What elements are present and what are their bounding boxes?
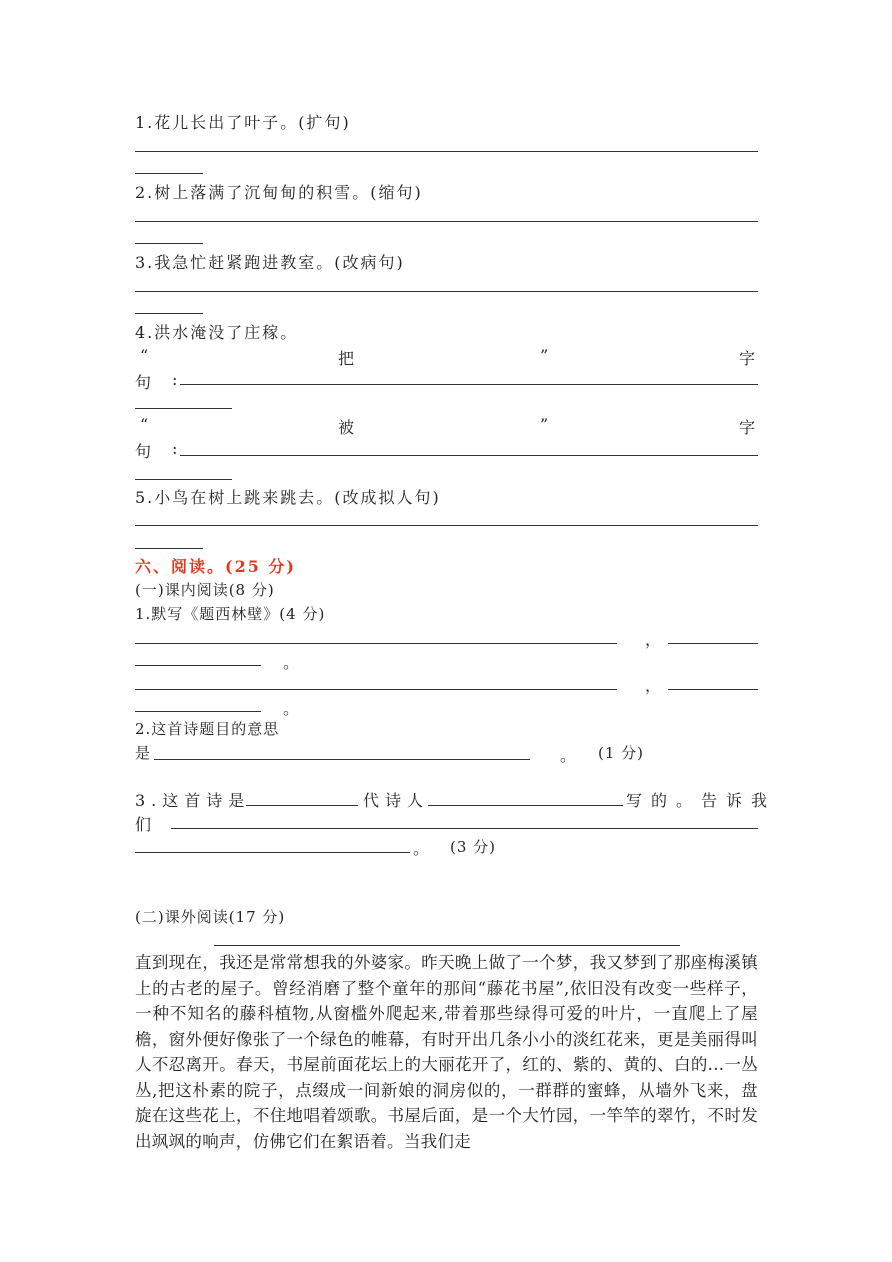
period: 。 [560, 746, 579, 765]
bei-word: 被 [338, 418, 357, 437]
answer-line[interactable] [135, 711, 261, 712]
answer-line[interactable] [135, 243, 203, 244]
comma: ， [645, 676, 664, 695]
reading-passage: 直到现在，我还是常常想我的外婆家。昨天晚上做了一个梦，我又梦到了那座梅溪镇上的古老的屋子。曾经消磨了整个童年的那间“藤花书屋”,依旧没有改变一些样子， 一种不知名的藤科植物,从窗槛外爬起来,带着那些绿得可爱的叶片，一直爬上了屋檐，窗外便好像张了一个绿色的帷幕，有时开出几条小小的淡红花来，更是美丽得叫人不忍离开。春天，书屋前面花坛上的大丽花开了，红的、紫的、黄的、白的...一丛丛,把这朴素的院子，点缀成一间新娘的洞房似的，一群群的蜜蜂，从墙外飞来，盘旋在这些花上，不住地唱着颂歌。书屋后面，是一个大竹园，一竿竿的翠竹，不时发出飒飒的响声，仿佛它们在絮语着。当我们走 [135, 953, 758, 1151]
points: (3 分) [450, 838, 497, 856]
question-3: 3.我急忙赶紧跑进教室。(改病句) [135, 253, 405, 272]
colon: : [172, 370, 180, 389]
answer-line[interactable] [135, 221, 758, 222]
question-2: 2.树上落满了沉甸甸的积雪。(缩句) [135, 183, 423, 202]
answer-line[interactable] [180, 455, 758, 456]
poem-question-3-b: 代诗人 [363, 791, 430, 810]
zi-char: 字 [739, 418, 758, 437]
answer-line[interactable] [428, 805, 623, 806]
part-2-heading: (二)课外阅读(17 分) [135, 908, 286, 926]
poem-question-3-c: 写的。告诉我 [626, 791, 777, 810]
poem-question-2: 2.这首诗题目的意思 [135, 720, 280, 738]
answer-line[interactable] [135, 408, 232, 409]
answer-line[interactable] [135, 548, 203, 549]
period: 。 [283, 653, 302, 672]
quote-open: “ [140, 346, 151, 365]
answer-line[interactable] [135, 291, 758, 292]
comma: ， [645, 630, 664, 649]
question-4: 4.洪水淹没了庄稼。 [135, 323, 299, 342]
answer-line[interactable] [135, 525, 758, 526]
answer-line[interactable] [180, 384, 758, 385]
poem-question-3: 3.这首诗是 [135, 791, 251, 810]
ju-char: 句 [135, 373, 154, 392]
question-1: 1.花儿长出了叶子。(扩句) [135, 113, 351, 132]
quote-close: ” [540, 346, 551, 365]
part-1-heading: (一)课内阅读(8 分) [135, 581, 275, 599]
section-heading: 六、阅读。(25 分) [135, 557, 296, 576]
zi-char: 字 [739, 349, 758, 368]
answer-line[interactable] [246, 805, 358, 806]
quote-close: ” [540, 415, 551, 434]
period: 。 [413, 839, 432, 858]
answer-line[interactable] [135, 313, 203, 314]
period: 。 [283, 699, 302, 718]
colon: : [172, 439, 180, 458]
answer-line[interactable] [135, 852, 410, 853]
answer-line[interactable] [135, 643, 617, 644]
points: (1 分) [598, 744, 645, 762]
poem-question-3-d: 们 [135, 815, 154, 834]
poem-question-2-shi: 是 [135, 744, 152, 762]
quote-open: “ [140, 415, 151, 434]
answer-line[interactable] [135, 151, 758, 152]
answer-line[interactable] [135, 665, 261, 666]
ju-char: 句 [135, 442, 154, 461]
ba-word: 把 [338, 349, 357, 368]
title-answer-line[interactable] [214, 945, 680, 946]
answer-line[interactable] [171, 828, 758, 829]
question-5: 5.小鸟在树上跳来跳去。(改成拟人句) [135, 488, 441, 507]
poem-question-1: 1.默写《题西林壁》(4 分) [135, 605, 326, 623]
answer-line[interactable] [154, 759, 530, 760]
answer-line[interactable] [135, 689, 617, 690]
answer-line[interactable] [668, 689, 758, 690]
answer-line[interactable] [135, 173, 203, 174]
answer-line[interactable] [135, 479, 232, 480]
answer-line[interactable] [668, 643, 758, 644]
